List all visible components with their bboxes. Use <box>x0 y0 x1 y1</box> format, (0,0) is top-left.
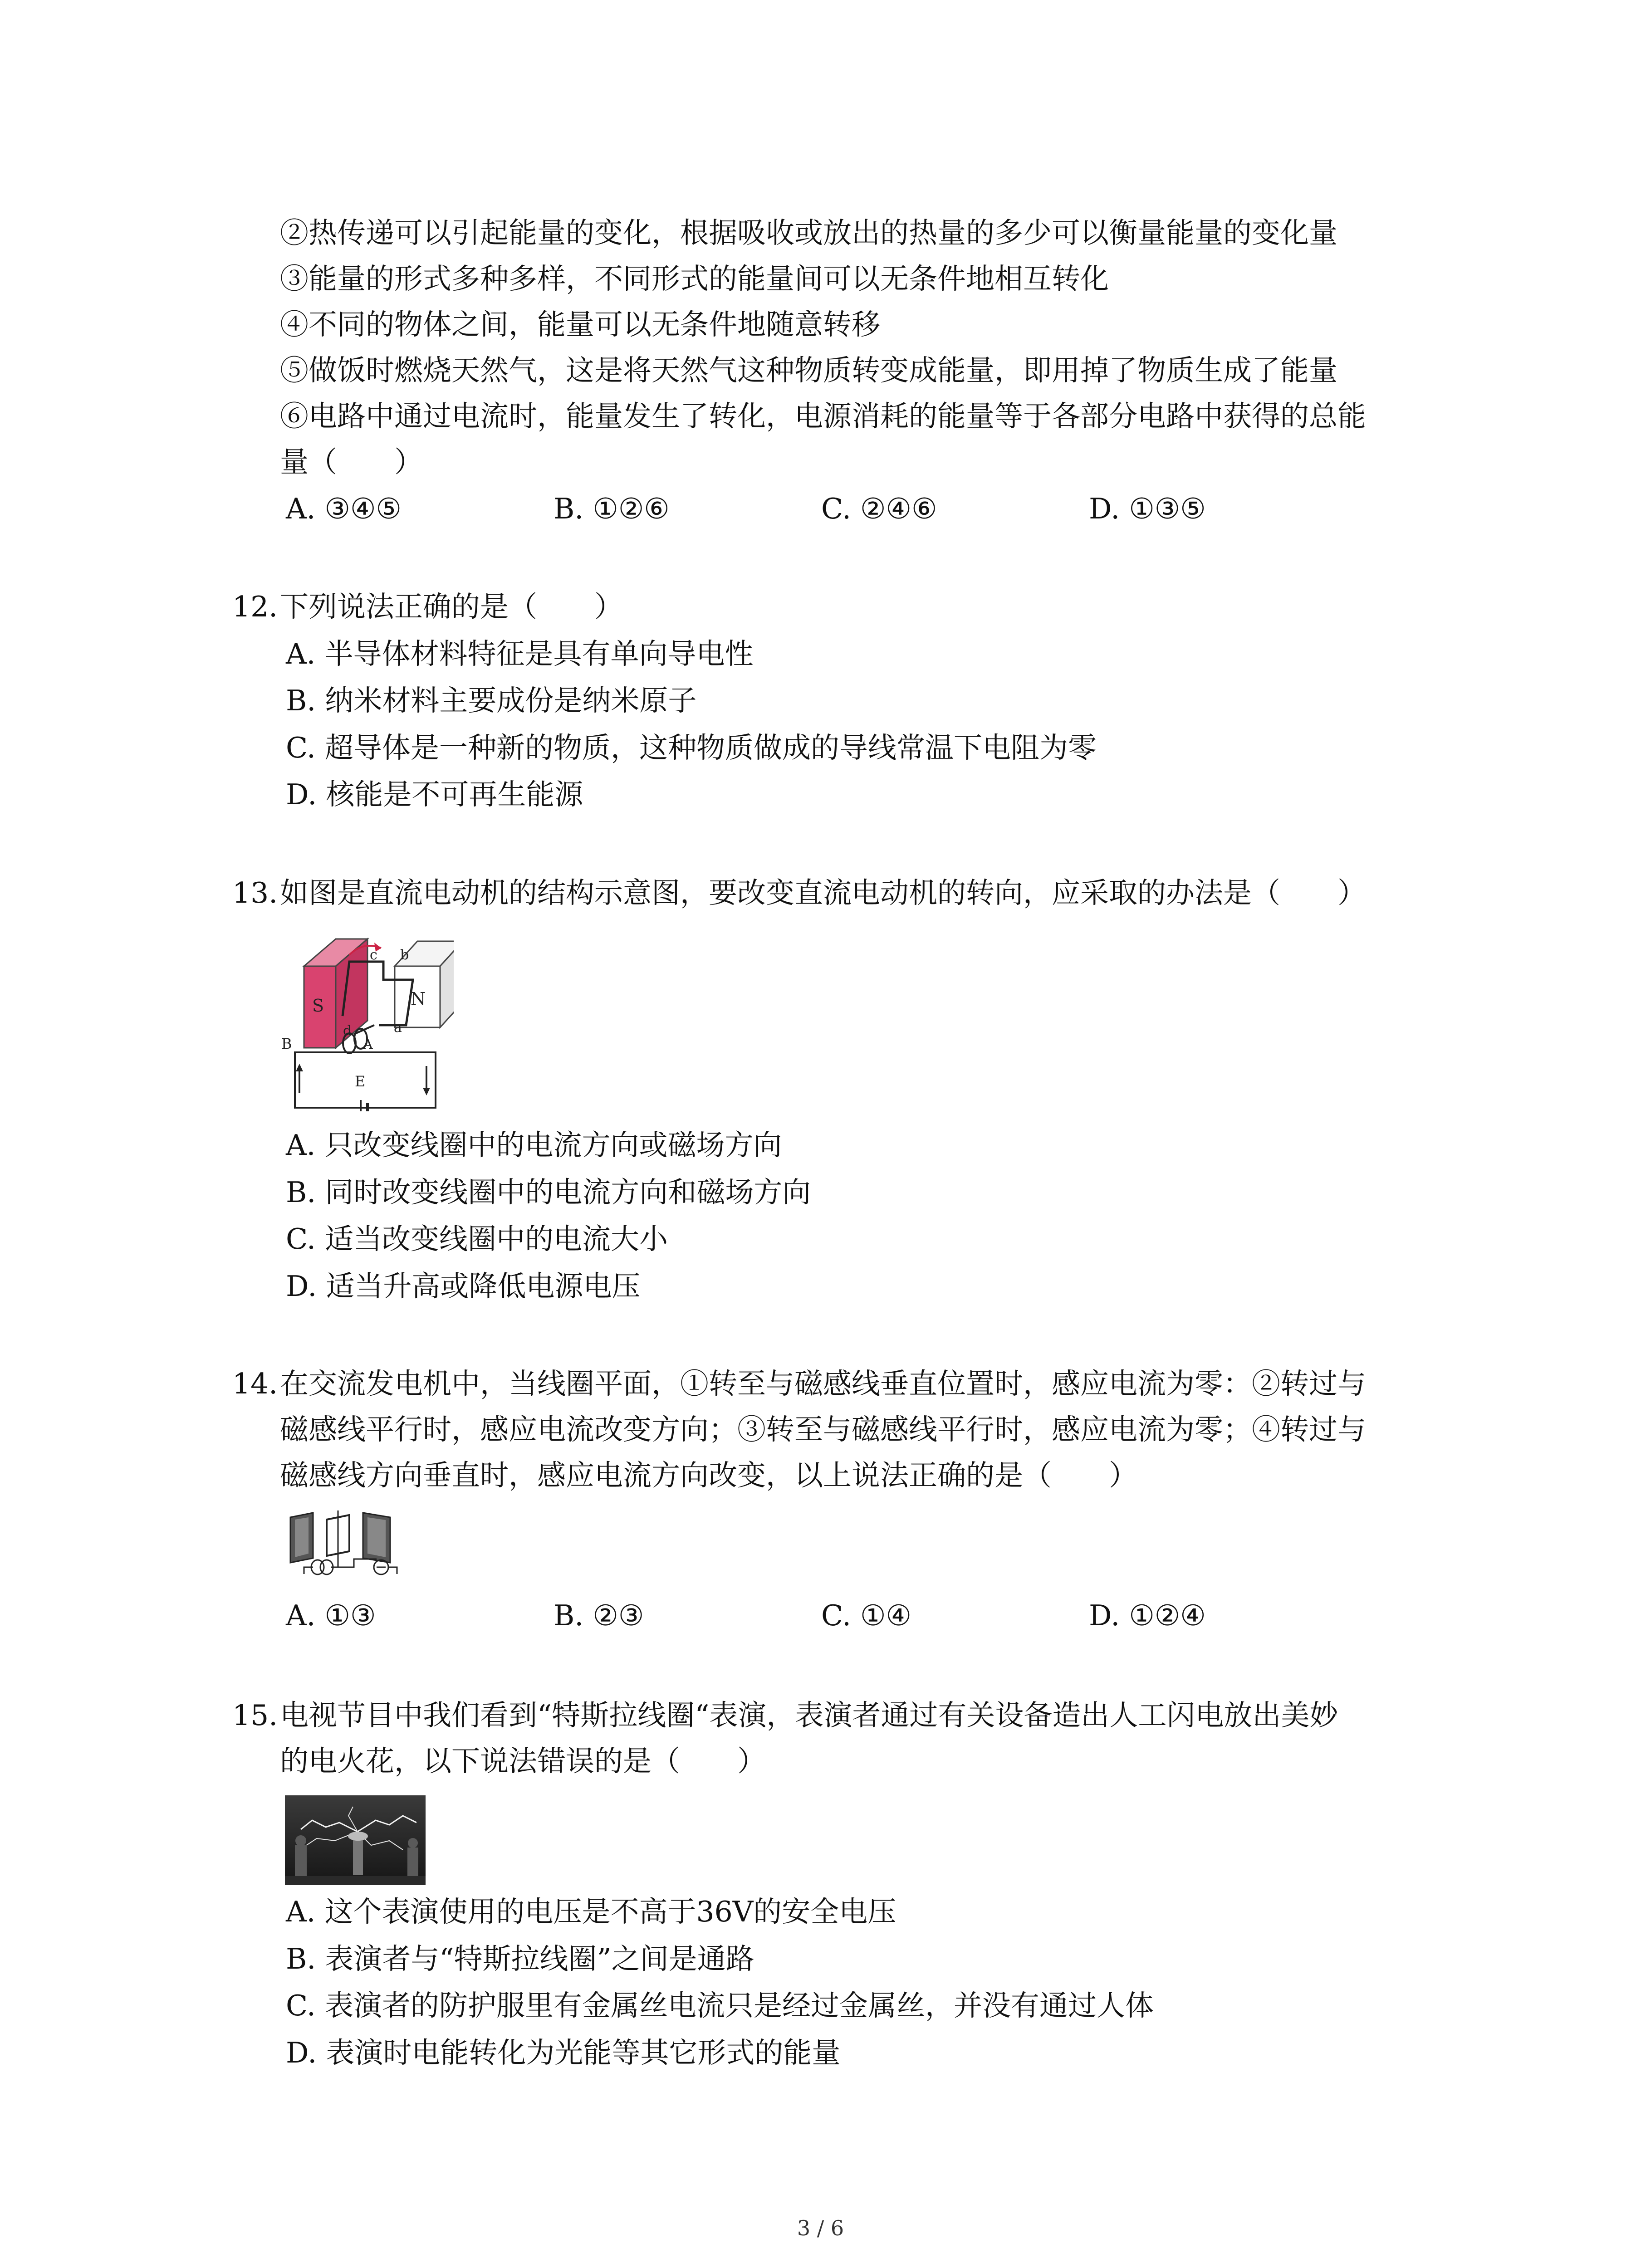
q14-option-c[interactable]: C. ①④ <box>821 1599 911 1632</box>
q11-options <box>286 491 1465 527</box>
q15-option-a[interactable]: A. 这个表演使用的电压是不高于36V的安全电压 <box>286 1895 896 1928</box>
label-d: d <box>343 1023 352 1039</box>
q14-stem-line-3: 磁感线方向垂直时，感应电流方向改变，以上说法正确的是（ ） <box>280 1459 1137 1492</box>
q12-stem: 下列说法正确的是（ ） <box>280 590 623 623</box>
q11-option-d[interactable]: D. ①③⑤ <box>1089 492 1206 525</box>
q13-option-c[interactable]: C. 适当改变线圈中的电流大小 <box>286 1222 668 1256</box>
label-A: A <box>363 1036 373 1052</box>
q14-option-a[interactable]: A. ①③ <box>286 1599 376 1632</box>
label-n: N <box>411 989 426 1009</box>
q13-option-b[interactable]: B. 同时改变线圈中的电流方向和磁场方向 <box>286 1176 811 1209</box>
q15-option-b[interactable]: B. 表演者与“特斯拉线圈”之间是通路 <box>286 1942 754 1975</box>
tesla-coil-photo <box>285 1795 426 1885</box>
label-s: S <box>312 996 324 1016</box>
q11-item-2: ②热传递可以引起能量的变化，根据吸收或放出的热量的多少可以衡量能量的变化量 <box>280 216 1337 249</box>
q15-number: 15. <box>232 1699 278 1732</box>
q11-option-c[interactable]: C. ②④⑥ <box>821 492 937 525</box>
q12-option-d[interactable]: D. 核能是不可再生能源 <box>286 778 583 811</box>
q15-option-d[interactable]: D. 表演时电能转化为光能等其它形式的能量 <box>286 2036 841 2069</box>
q13-option-d[interactable]: D. 适当升高或降低电源电压 <box>286 1270 641 1303</box>
label-a: a <box>394 1020 402 1036</box>
q14-stem-line-1: 在交流发电机中，当线圈平面，①转至与磁感线垂直位置时，感应电流为零：②转过与 <box>280 1367 1366 1400</box>
q11-item-6: ⑥电路中通过电流时，能量发生了转化，电源消耗的能量等于各部分电路中获得的总能 <box>280 400 1366 433</box>
ac-generator-figure <box>286 1508 404 1583</box>
q13-number: 13. <box>232 876 278 909</box>
q12-option-c[interactable]: C. 超导体是一种新的物质，这种物质做成的导线常温下电阻为零 <box>286 731 1097 764</box>
label-b: b <box>400 947 409 963</box>
q13-stem: 如图是直流电动机的结构示意图，要改变直流电动机的转向，应采取的办法是（ ） <box>280 876 1366 909</box>
q11-option-a[interactable]: A. ③④⑤ <box>286 492 402 525</box>
q13-option-a[interactable]: A. 只改变线圈中的电流方向或磁场方向 <box>286 1129 782 1162</box>
q14-options <box>286 1598 1465 1634</box>
label-c: c <box>370 947 377 963</box>
q15-option-c[interactable]: C. 表演者的防护服里有金属丝电流只是经过金属丝，并没有通过人体 <box>286 1989 1154 2022</box>
page-number: 3 / 6 <box>797 2216 844 2240</box>
q11-option-b[interactable]: B. ①②⑥ <box>554 492 670 525</box>
label-B: B <box>281 1035 292 1052</box>
q14-number: 14. <box>232 1367 278 1400</box>
q15-stem-line-2: 的电火花，以下说法错误的是（ ） <box>280 1745 766 1778</box>
q11-item-5: ⑤做饭时燃烧天然气，这是将天然气这种物质转变成能量，即用掉了物质生成了能量 <box>280 354 1337 387</box>
q11-item-4: ④不同的物体之间，能量可以无条件地随意转移 <box>280 308 880 341</box>
q12-number: 12. <box>232 590 278 623</box>
q12-option-b[interactable]: B. 纳米材料主要成份是纳米原子 <box>286 684 697 717</box>
q12-option-a[interactable]: A. 半导体材料特征是具有单向导电性 <box>286 637 754 670</box>
q11-item-3: ③能量的形式多种多样，不同形式的能量间可以无条件地相互转化 <box>280 262 1109 295</box>
dc-motor-figure <box>281 930 454 1111</box>
q14-option-d[interactable]: D. ①②④ <box>1089 1599 1206 1632</box>
q14-option-b[interactable]: B. ②③ <box>554 1599 644 1632</box>
label-E: E <box>355 1073 366 1090</box>
q11-item-6-cont: 量（ ） <box>280 445 423 479</box>
q14-stem-line-2: 磁感线平行时，感应电流改变方向；③转至与磁感线平行时，感应电流为零；④转过与 <box>280 1413 1366 1446</box>
q15-stem-line-1: 电视节目中我们看到“特斯拉线圈“表演，表演者通过有关设备造出人工闪电放出美妙 <box>280 1699 1338 1732</box>
